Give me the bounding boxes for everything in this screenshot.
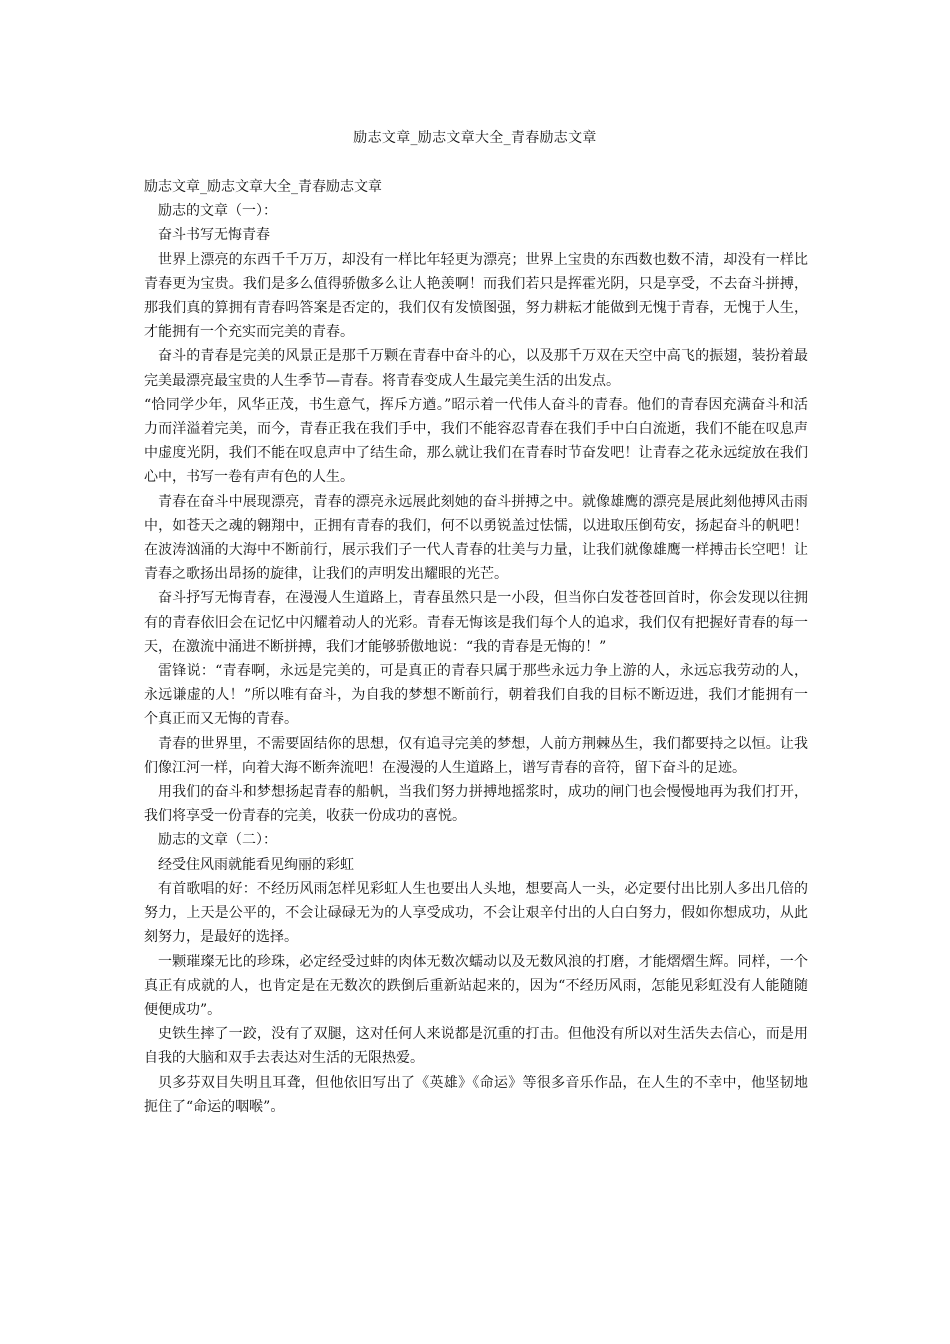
document-heading: 励志文章_励志文章大全_青春励志文章 bbox=[144, 179, 382, 195]
section-subtitle: 经受住风雨就能看见绚丽的彩虹 bbox=[158, 856, 354, 873]
paragraph: 史铁生摔了一跤，没有了双腿，这对任何人来说都是沉重的打击。但他没有所以对生活失去信心，而是用自我的大脑和双手去表达对生活的无限热爱。 bbox=[144, 1026, 808, 1067]
paragraph: 青春的世界里，不需要固结你的思想，仅有追寻完美的梦想，人前方荆棘丛生，我们都要持之以恒。让我们像江河一样，向着大海不断奔流吧！在漫漫的人生道路上，谱写青春的音符，留下奋斗的足迹。 bbox=[144, 735, 808, 776]
paragraph: 奋斗抒写无悔青春，在漫漫人生道路上，青春虽然只是一小段，但当你白发苍苍回首时，你会发现以往拥有的青春依旧会在记忆中闪耀着动人的光彩。青春无悔该是我们每个人的追求，我们仅有把握好青春的每一天，在激流中涌进不断拼搏，我们才能够骄傲地说：“我的青春是无悔的！” bbox=[144, 590, 808, 655]
section-subtitle: 奋斗书写无悔青春 bbox=[158, 227, 270, 244]
paragraph: 奋斗的青春是完美的风景正是那千万颗在青春中奋斗的心，以及那千万双在天空中高飞的振翅，装扮着最完美最漂亮最宝贵的人生季节—青春。将青春变成人生最完美生活的出发点。 bbox=[144, 348, 808, 389]
paragraph: 有首歌唱的好：不经历风雨怎样见彩虹人生也要出人头地，想要高人一头，必定要付出比别人多出几倍的努力，上天是公平的，不会让碌碌无为的人享受成功，不会让艰辛付出的人白白努力，假如你想成功，从此刻努力，是最好的选择。 bbox=[144, 880, 808, 946]
paragraph: 用我们的奋斗和梦想扬起青春的船帆，当我们努力拼搏地摇浆时，成功的闸门也会慢慢地再为我们打开，我们将享受一份青春的完美，收获一份成功的喜悦。 bbox=[144, 784, 808, 825]
section-label: 励志的文章（一）： bbox=[158, 203, 277, 220]
document-body bbox=[144, 175, 808, 1119]
paragraph: 世界上漂亮的东西千千万万，却没有一样比年轻更为漂亮；世界上宝贵的东西数也数不清，却没有一样比青春更为宝贵。我们是多么值得骄傲多么让人艳羡啊！而我们若只是挥霍光阴，只是享受，不去奋斗拼搏，那我们真的算拥有青春吗答案是否定的，我们仅有发愤图强，努力耕耘才能做到无愧于青春，无愧于人生，才能拥有一个充实而完美的青春。 bbox=[144, 251, 808, 341]
paragraph: 青春在奋斗中展现漂亮，青春的漂亮永远展此刻她的奋斗拼搏之中。就像雄鹰的漂亮是展此刻他搏风击雨中，如苍天之魂的翱翔中，正拥有青春的我们，何不以勇锐盖过怯懦，以进取压倒苟安，扬起奋斗的帆吧！在波涛汹涌的大海中不断前行，展示我们子一代人青春的壮美与力量，让我们就像雄鹰一样搏击长空吧！让青春之歌扬出昂扬的旋律，让我们的声明发出耀眼的光芒。 bbox=[144, 493, 808, 583]
section-label: 励志的文章（二）： bbox=[158, 832, 277, 849]
paragraph: 贝多芬双目失明且耳聋，但他依旧写出了《英雄》《命运》等很多音乐作品，在人生的不幸中，他坚韧地扼住了“命运的咽喉”。 bbox=[144, 1074, 808, 1115]
paragraph: “恰同学少年，风华正茂，书生意气，挥斥方遒。”昭示着一代伟人奋斗的青春。他们的青春因充满奋斗和活力而洋溢着完美，而今，青春正我在我们手中，我们不能容忍青春在我们手中白白流逝，我们不能在叹息声中虚度光阴，我们不能在叹息声中了结生命，那么就让我们在青春时节奋发吧！让青春之花永远绽放在我们心中，书写一卷有声有色的人生。 bbox=[144, 396, 808, 486]
paragraph: 雷锋说：“青春啊，永远是完美的，可是真正的青春只属于那些永远力争上游的人，永远忘我劳动的人，永远谦虚的人！”所以唯有奋斗，为自我的梦想不断前行，朝着我们自我的目标不断迈进，我们才能拥有一个真正而又无悔的青春。 bbox=[144, 663, 808, 728]
paragraph: 一颗璀璨无比的珍珠，必定经受过蚌的肉体无数次蠕动以及无数风浪的打磨，才能熠熠生辉。同样，一个真正有成就的人，也肯定是在无数次的跌倒后重新站起来的，因为“不经历风雨，怎能见彩虹没有人能随随便便成功”。 bbox=[144, 953, 808, 1018]
document-title: 励志文章_励志文章大全_青春励志文章 bbox=[353, 130, 597, 146]
